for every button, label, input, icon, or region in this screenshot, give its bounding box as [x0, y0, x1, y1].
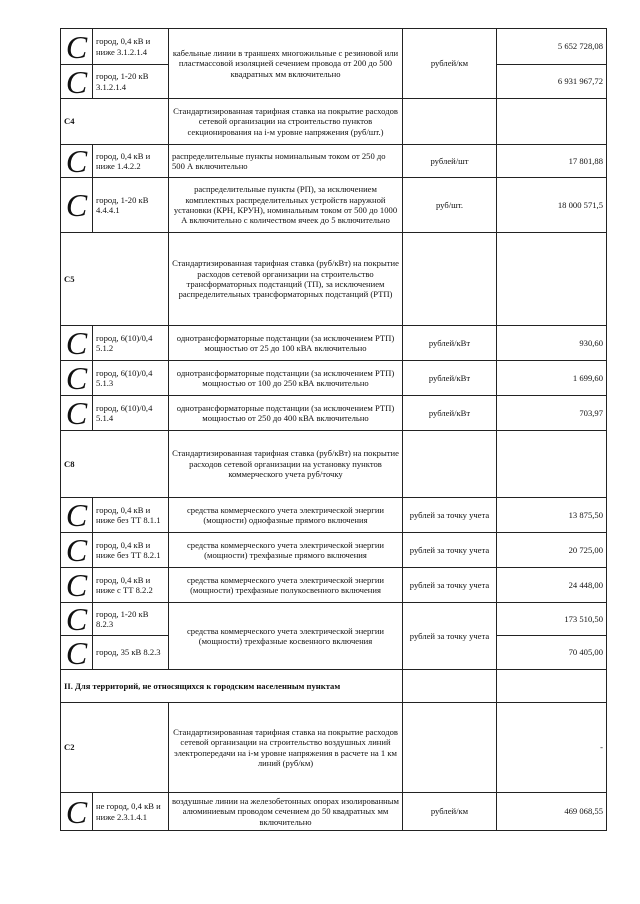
row-subtitle: город, 6(10)/0,4 5.1.2	[93, 326, 169, 361]
c-letter-icon: С	[61, 178, 93, 233]
c-letter-icon: С	[61, 636, 93, 670]
row-unit: рублей/кВт	[403, 361, 497, 396]
row-code: С2	[61, 703, 169, 793]
row-description: Стандартизированная тарифная ставка (руб/кВт) на покрытие расходов сетевой организации на строительство трансформаторных подстанций (ТП), за исключением распределительных трансформаторных подстанций (РТП)	[169, 233, 403, 326]
row-subtitle: город, 1-20 кВ 3.1.2.1.4	[93, 65, 169, 99]
c-letter-icon: С	[61, 793, 93, 831]
row-description: Стандартизированная тарифная ставка на покрытие расходов сетевой организации на строительство воздушных линий электропередачи на i-м уровне напряжения в расчете на 1 км линий (руб/км)	[169, 703, 403, 793]
row-subtitle: не город, 0,4 кВ и ниже 2.3.1.4.1	[93, 793, 169, 831]
table-row	[61, 703, 607, 793]
row-subtitle: город, 0,4 кВ и ниже 1.4.2.2	[93, 145, 169, 178]
c-letter-icon: С	[61, 145, 93, 178]
row-subtitle: город, 1-20 кВ 8.2.3	[93, 603, 169, 636]
table-row	[61, 99, 607, 145]
table-row	[61, 233, 607, 326]
row-subtitle: город, 0,4 кВ и ниже без ТТ 8.2.1	[93, 533, 169, 568]
table-row	[61, 793, 607, 831]
row-code: С5	[61, 233, 169, 326]
row-subtitle: город, 35 кВ 8.2.3	[93, 636, 169, 670]
row-value: -	[497, 703, 607, 793]
table-row	[61, 498, 607, 533]
tariff-table	[60, 28, 607, 831]
row-description: Стандартизированная тарифная ставка на покрытие расходов сетевой организации на строительство пунктов секционирования на i-м уровне напряжения (руб/шт.)	[169, 99, 403, 145]
c-letter-icon: С	[61, 396, 93, 431]
section-heading: II. Для территорий, не относящихся к городским населенным пунктам	[61, 670, 403, 703]
row-description: однотрансформаторные подстанции (за исключением РТП) мощностью от 25 до 100 кВА включительно	[169, 326, 403, 361]
c-letter-icon: С	[61, 568, 93, 603]
row-description: распределительные пункты (РП), за исключением комплектных распределительных устройств наружной установки (КРН, КРУН), номинальным током от 500 до 1000 А включительно с количеством ячеек до 5 включительно	[169, 178, 403, 233]
row-value: 20 725,00	[497, 533, 607, 568]
row-description: распределительные пункты номинальным током от 250 до 500 А включительно	[169, 145, 403, 178]
row-value: 703,97	[497, 396, 607, 431]
row-value: 13 875,50	[497, 498, 607, 533]
row-value: 24 448,00	[497, 568, 607, 603]
row-value: 469 068,55	[497, 793, 607, 831]
row-subtitle: город, 1-20 кВ 4.4.4.1	[93, 178, 169, 233]
table-row	[61, 670, 607, 703]
row-subtitle: город, 0,4 кВ и ниже без ТТ 8.1.1	[93, 498, 169, 533]
row-unit: руб/шт.	[403, 178, 497, 233]
table-row	[61, 396, 607, 431]
row-value: 5 652 728,08	[497, 29, 607, 65]
table-row	[61, 326, 607, 361]
row-unit: рублей/кВт	[403, 396, 497, 431]
row-value: 70 405,00	[497, 636, 607, 670]
row-value: 18 000 571,5	[497, 178, 607, 233]
row-subtitle: город, 6(10)/0,4 5.1.4	[93, 396, 169, 431]
row-subtitle: город, 0,4 кВ и ниже с ТТ 8.2.2	[93, 568, 169, 603]
row-description: средства коммерческого учета электрической энергии (мощности) трехфазные полукосвенного включения	[169, 568, 403, 603]
row-value: 17 801,88	[497, 145, 607, 178]
c-letter-icon: С	[61, 361, 93, 396]
row-unit: рублей/шт	[403, 145, 497, 178]
row-subtitle: город, 6(10)/0,4 5.1.3	[93, 361, 169, 396]
row-unit: рублей/км	[403, 29, 497, 99]
table-row	[61, 29, 607, 65]
row-description: Стандартизированная тарифная ставка (руб/кВт) на покрытие расходов сетевой организации на установку пунктов коммерческого учета руб/точку	[169, 431, 403, 498]
row-unit: рублей за точку учета	[403, 568, 497, 603]
row-unit: рублей/кВт	[403, 326, 497, 361]
table-row	[61, 603, 607, 636]
row-description: кабельные линии в траншеях многожильные с резиновой или пластмассовой изоляцией сечением провода от 200 до 500 квадратных мм включительно	[169, 29, 403, 99]
row-value: 1 699,60	[497, 361, 607, 396]
table-row	[61, 431, 607, 498]
table-row	[61, 361, 607, 396]
row-unit: рублей/км	[403, 793, 497, 831]
row-code: С4	[61, 99, 169, 145]
c-letter-icon: С	[61, 533, 93, 568]
row-value: 930,60	[497, 326, 607, 361]
row-description: средства коммерческого учета электрической энергии (мощности) однофазные прямого включения	[169, 498, 403, 533]
row-description: однотрансформаторные подстанции (за исключением РТП) мощностью от 250 до 400 кВА включительно	[169, 396, 403, 431]
c-letter-icon: С	[61, 498, 93, 533]
c-letter-icon: С	[61, 326, 93, 361]
c-letter-icon: С	[61, 603, 93, 636]
c-letter-icon: С	[61, 65, 93, 99]
row-unit: рублей за точку учета	[403, 498, 497, 533]
row-code: С8	[61, 431, 169, 498]
row-value: 173 510,50	[497, 603, 607, 636]
row-value: 6 931 967,72	[497, 65, 607, 99]
row-description: однотрансформаторные подстанции (за исключением РТП) мощностью от 100 до 250 кВА включительно	[169, 361, 403, 396]
row-unit: рублей за точку учета	[403, 533, 497, 568]
row-description: средства коммерческого учета электрической энергии (мощности) трехфазные косвенного включения	[169, 603, 403, 670]
table-row	[61, 533, 607, 568]
row-description: воздушные линии на железобетонных опорах изолированным алюминиевым проводом сечением до 50 квадратных мм включительно	[169, 793, 403, 831]
c-letter-icon: С	[61, 29, 93, 65]
table-row	[61, 145, 607, 178]
row-subtitle: город, 0,4 кВ и ниже 3.1.2.1.4	[93, 29, 169, 65]
table-row	[61, 568, 607, 603]
row-unit: рублей за точку учета	[403, 603, 497, 670]
table-row	[61, 178, 607, 233]
row-description: средства коммерческого учета электрической энергии (мощности) трехфазные прямого включения	[169, 533, 403, 568]
